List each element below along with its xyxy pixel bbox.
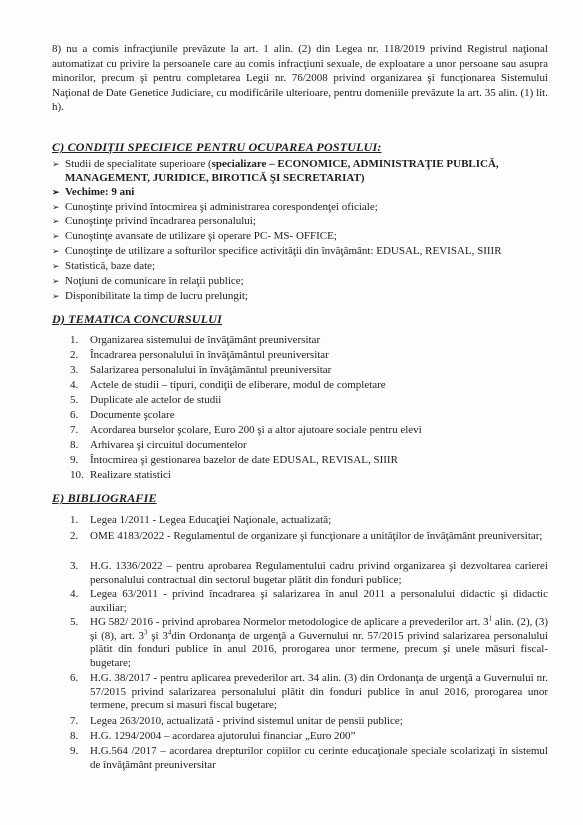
list-item [70,454,550,468]
item-text: Întocmirea şi gestionarea bazelor de date EDUSAL, REVISAL, SIIIR [90,454,398,466]
list-item [70,469,550,483]
list-item [70,394,550,408]
bullet-item [52,245,552,259]
item-text: H.G. 1294/2004 – acordarea ajutorului financiar „Euro 200” [90,730,356,742]
item-text: Documente şcolare [90,409,175,421]
item-number: 6. [70,409,79,421]
bullet-text: Cunoştinţe de utilizare a softurilor specifice activităţii din învăţământ: EDUSAL, REVISAL, SIIIR [65,245,502,257]
item-number: 3. [70,364,79,376]
superscript: 3 [144,627,148,636]
bullet-item [52,215,552,229]
text-part: şi 3 [147,629,168,642]
item-number: 7. [70,424,79,436]
bullet-text: Cunoştinţe privind încadrarea personalului; [65,215,256,227]
item-text: Încadrarea personalului în învăţământul preuniversitar [90,349,329,361]
list-item [70,334,550,348]
bullet-text: Cunoştinţe avansate de utilizare şi operare PC- MS- OFFICE; [65,230,337,242]
bullet-text: Disponibilitate la timp de lucru prelungit; [65,290,248,302]
item-number: 5. [70,394,79,406]
bullet-item [52,275,552,289]
item-number: 10. [70,469,84,481]
bibliography-item [70,715,548,729]
bibliography-item [70,588,548,615]
bullet-item [52,230,552,244]
item-number: 7. [70,715,79,727]
text-part: HG 582/ 2016 - privind aprobarea Normelor metodologice de aplicare a prevederilor art. 3 [90,616,489,628]
item-number: 9. [70,454,79,466]
item-text: H.G. 1336/2022 – pentru aprobarea Regulamentului cadru privind organizarea şi dezvoltarea carierei personalului contractual din sectorul bugetar plătit din fonduri publice; [90,560,548,586]
item-text: OME 4183/2022 - Regulamentul de organizare şi funcţionare a unităţilor de învăţământ preuniversitar; [90,530,543,542]
bibliography-item [70,672,548,713]
list-item [70,379,550,393]
arrow-bullet-icon: ➢ [52,231,60,241]
bibliography-item [70,560,548,587]
studies-specialization: specializare – ECONOMICE, ADMINISTRAŢIE PUBLICĂ, [211,158,499,170]
item-text: Realizare statistici [90,469,171,481]
superscript: 4 [167,627,172,636]
item-text: Organizarea sistemului de învăţământ preuniversitar [90,334,321,346]
bibliography-item [70,730,548,744]
item-text: Actele de studii – tipuri, condiţii de eliberare, modul de completare [90,379,386,391]
bullet-studies [52,158,552,185]
bullet-item [52,260,552,274]
list-item [70,409,550,423]
item-text: H.G.564 /2017 – acordarea drepturilor copiilor cu cerinte educaţionale speciale scolarizaţi în sistemul de învăţământ preuniversitar [90,745,548,771]
list-item [70,424,550,438]
bullet-text: Cunoştinţe privind întocmirea şi administrarea corespondenţei oficiale; [65,201,378,213]
text-part: alin. (2), (3) şi (8), art. 3 [90,616,548,642]
studies-specialization-cont: MANAGEMENT, JURIDICE, BIROTICĂ ŞI SECRETARIAT) [65,171,365,184]
item-text [90,616,548,670]
list-item [70,349,550,363]
item-number: 4. [70,588,79,600]
item-text: H.G. 38/2017 - pentru aplicarea prevederilor art. 34 alin. (3) din Ordonanţa de urgenţă a Guvernului nr. 57/2015 privind salarizarea personalului plătit din fonduri publice în anul 2016, prorogarea unor termene, precum si masuri fiscal bugetare; [90,672,548,711]
arrow-bullet-icon: ➢ [52,187,60,197]
intro-paragraph: 8) nu a comis infracţiunile prevăzute la art. 1 alin. (2) din Legea nr. 118/2019 privind Registrul naţional automatizat cu privire la persoanele care au comis infracţiuni sexuale, de exploatare a unor persoane sau asupra minorilor, precum şi pentru completarea Legii nr. 76/2008 privind organizarea şi funcţionarea Sistemului Naţional de Date Genetice Judiciare, cu modificările ulterioare, pentru domeniile prevăzute la art. 35 alin. (1) lit. h). [52,43,548,114]
bullet-item [52,201,552,215]
item-text: Duplicate ale actelor de studii [90,394,222,406]
bullet-text: Noţiuni de comunicare în relaţii publice; [65,275,244,287]
item-text: Legea 263/2010, actualizată - privind sistemul unitar de pensii publice; [90,715,403,727]
section-c-title: C) CONDIŢII SPECIFICE PENTRU OCUPAREA POSTULUI: [52,140,382,154]
item-number: 6. [70,672,79,684]
bibliography-item [70,745,548,772]
item-text: Acordarea burselor şcolare, Euro 200 şi a altor ajutoare sociale pentru elevi [90,424,422,436]
item-number: 2. [70,349,79,361]
list-item [70,439,550,453]
list-item [70,364,550,378]
bullet-vechime [52,186,552,200]
item-text: Legea 1/2011 - Legea Educaţiei Naţionale, actualizată; [90,514,332,526]
arrow-bullet-icon: ➢ [52,246,60,256]
vechime-text: Vechime: 9 ani [65,186,135,198]
section-e-title: E) BIBLIOGRAFIE [52,491,157,505]
bullet-text: Statistică, baze date; [65,260,156,272]
arrow-bullet-icon: ➢ [52,276,60,286]
item-text: Salarizarea personalului în învăţământul preuniversitar [90,364,332,376]
bibliography-item [70,616,548,670]
item-number: 4. [70,379,79,391]
item-text: Legea 63/2011 - privind încadrarea şi salarizarea în anul 2011 a personalului didactic şi didactic auxiliar; [90,588,548,614]
item-number: 3. [70,560,79,572]
item-number: 5. [70,616,79,628]
item-number: 1. [70,334,79,346]
item-number: 9. [70,745,79,757]
arrow-bullet-icon: ➢ [52,291,60,301]
item-text: Arhivarea şi circuitul documentelor [90,439,247,451]
text-part: din Ordonanţa de urgenţă a Guvernului nr. 57/2015 privind salarizarea personalului plătit din fonduri publice în anul 2016, prorogarea unor termene, precum şi unele măsuri fiscal-bugetare; [90,629,549,669]
arrow-bullet-icon: ➢ [52,159,60,169]
item-number: 2. [70,530,79,542]
bullet-item [52,290,552,304]
item-number: 8. [70,439,79,451]
section-d-title: D) TEMATICA CONCURSULUI [52,312,222,326]
arrow-bullet-icon: ➢ [52,261,60,271]
item-number: 8. [70,730,79,742]
item-number: 1. [70,514,79,526]
arrow-bullet-icon: ➢ [52,202,60,212]
bibliography-item [70,514,548,528]
studies-prefix: Studii de specialitate superioare ( [65,158,212,170]
arrow-bullet-icon: ➢ [52,216,60,226]
superscript: 1 [488,614,493,623]
bibliography-item [70,530,548,544]
